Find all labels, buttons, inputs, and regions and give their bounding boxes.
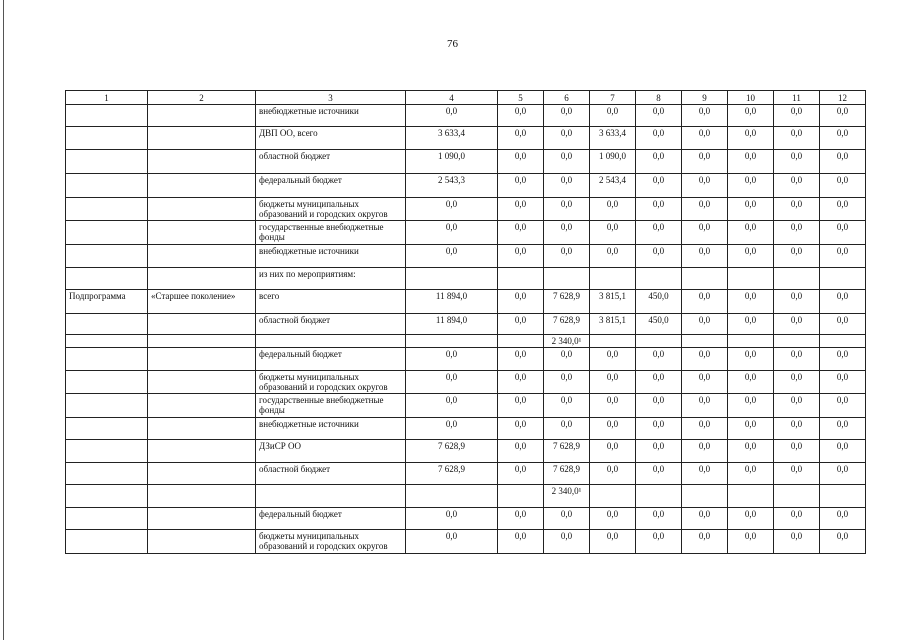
value-cell: 0,0 [820,371,866,394]
value-cell: 0,0 [544,371,590,394]
value-cell: 0,0 [728,530,774,554]
value-cell: 0,0 [590,221,636,245]
table-row [66,371,866,394]
value-cell: 0,0 [774,105,820,127]
value-cell [636,268,682,290]
value-cell: 7 628,9 [544,314,590,335]
value-cell: 0,0 [728,394,774,418]
program-type-cell [66,174,148,198]
funding-source-cell: бюджеты муниципальных образований и городских округов [256,198,406,221]
value-cell [728,485,774,508]
column-header: 1 [66,91,148,105]
value-cell: 3 633,4 [590,127,636,150]
program-name-cell [148,463,256,485]
value-cell: 0,0 [544,508,590,530]
value-cell: 7 628,9 [544,463,590,485]
value-cell: 2 340,0¹ [544,485,590,508]
table-row [66,440,866,463]
value-cell: 3 815,1 [590,314,636,335]
funding-source-cell: ДВП ОО, всего [256,127,406,150]
value-cell: 0,0 [544,348,590,371]
column-header: 2 [148,91,256,105]
value-cell: 0,0 [544,127,590,150]
value-cell: 0,0 [728,290,774,314]
program-name-cell [148,371,256,394]
value-cell: 0,0 [590,440,636,463]
value-cell: 0,0 [498,463,544,485]
table-row [66,508,866,530]
value-cell [406,335,498,348]
value-cell: 11 894,0 [406,290,498,314]
value-cell: 7 628,9 [544,290,590,314]
program-name-cell [148,335,256,348]
table-row [66,174,866,198]
table-row [66,105,866,127]
value-cell: 0,0 [498,530,544,554]
value-cell: 0,0 [636,371,682,394]
value-cell: 0,0 [774,348,820,371]
program-name-cell [148,245,256,268]
funding-source-cell: государственные внебюджетные фонды [256,221,406,245]
value-cell: 0,0 [682,105,728,127]
program-type-cell [66,335,148,348]
program-type-cell [66,463,148,485]
value-cell: 0,0 [820,174,866,198]
value-cell: 0,0 [498,508,544,530]
value-cell: 0,0 [820,221,866,245]
value-cell: 0,0 [590,371,636,394]
value-cell: 0,0 [728,150,774,174]
value-cell [406,485,498,508]
value-cell: 0,0 [590,198,636,221]
program-name-cell [148,440,256,463]
value-cell: 0,0 [636,530,682,554]
table-row [66,150,866,174]
value-cell: 0,0 [682,290,728,314]
value-cell: 0,0 [774,530,820,554]
value-cell: 0,0 [820,418,866,440]
program-type-cell [66,198,148,221]
value-cell: 0,0 [820,348,866,371]
funding-source-cell: областной бюджет [256,463,406,485]
program-name-cell [148,268,256,290]
value-cell: 0,0 [774,221,820,245]
value-cell: 0,0 [728,314,774,335]
value-cell: 0,0 [682,394,728,418]
value-cell: 0,0 [636,221,682,245]
value-cell: 0,0 [590,418,636,440]
table-row [66,394,866,418]
column-header: 9 [682,91,728,105]
page-edge-rule [3,0,4,640]
program-type-cell [66,485,148,508]
table-row [66,221,866,245]
value-cell: 0,0 [544,150,590,174]
program-type-cell [66,394,148,418]
value-cell: 0,0 [682,314,728,335]
value-cell: 0,0 [590,348,636,371]
value-cell: 0,0 [774,371,820,394]
value-cell [682,485,728,508]
table-row [66,463,866,485]
value-cell: 0,0 [498,198,544,221]
value-cell: 0,0 [498,348,544,371]
program-type-cell [66,127,148,150]
value-cell: 0,0 [590,508,636,530]
program-type-cell [66,418,148,440]
program-type-cell [66,371,148,394]
value-cell [682,335,728,348]
column-header: 3 [256,91,406,105]
header-row [66,91,866,105]
funding-source-cell [256,485,406,508]
column-header: 8 [636,91,682,105]
budget-table [65,90,866,554]
program-name-cell [148,150,256,174]
value-cell [544,268,590,290]
program-name-cell [148,314,256,335]
value-cell: 0,0 [498,418,544,440]
value-cell: 0,0 [728,198,774,221]
value-cell: 0,0 [406,348,498,371]
value-cell: 450,0 [636,314,682,335]
program-type-cell [66,440,148,463]
program-name-cell [148,348,256,371]
value-cell: 0,0 [406,245,498,268]
program-type-cell: Подпрограмма [66,290,148,314]
value-cell [728,268,774,290]
value-cell: 0,0 [728,348,774,371]
value-cell: 0,0 [682,198,728,221]
table-row [66,314,866,335]
value-cell: 0,0 [774,198,820,221]
funding-source-cell: бюджеты муниципальных образований и городских округов [256,530,406,554]
value-cell: 7 628,9 [406,463,498,485]
value-cell: 0,0 [636,418,682,440]
program-name-cell [148,508,256,530]
table-row [66,245,866,268]
column-header: 11 [774,91,820,105]
program-name-cell [148,221,256,245]
value-cell: 0,0 [636,174,682,198]
value-cell: 0,0 [406,221,498,245]
table-row [66,418,866,440]
value-cell: 0,0 [590,394,636,418]
value-cell: 0,0 [682,245,728,268]
funding-source-cell: областной бюджет [256,150,406,174]
value-cell: 0,0 [498,127,544,150]
column-header: 5 [498,91,544,105]
value-cell: 0,0 [636,245,682,268]
value-cell: 0,0 [774,508,820,530]
value-cell: 0,0 [636,198,682,221]
value-cell: 0,0 [498,314,544,335]
value-cell: 11 894,0 [406,314,498,335]
funding-source-cell: из них по мероприятиям: [256,268,406,290]
value-cell: 0,0 [682,221,728,245]
column-header: 7 [590,91,636,105]
value-cell [498,268,544,290]
program-name-cell: «Старшее поколение» [148,290,256,314]
value-cell: 0,0 [590,530,636,554]
program-name-cell [148,174,256,198]
value-cell: 0,0 [406,198,498,221]
value-cell: 0,0 [728,440,774,463]
value-cell: 0,0 [544,221,590,245]
value-cell: 0,0 [636,348,682,371]
column-header: 6 [544,91,590,105]
value-cell: 0,0 [820,530,866,554]
value-cell: 0,0 [498,105,544,127]
value-cell: 0,0 [820,440,866,463]
value-cell: 0,0 [406,394,498,418]
value-cell: 0,0 [728,371,774,394]
program-type-cell [66,105,148,127]
program-name-cell [148,418,256,440]
value-cell: 0,0 [406,105,498,127]
value-cell [406,268,498,290]
value-cell: 0,0 [636,394,682,418]
funding-source-cell: ДЗиСР ОО [256,440,406,463]
value-cell: 0,0 [406,371,498,394]
value-cell: 0,0 [774,394,820,418]
value-cell [820,335,866,348]
funding-source-cell: государственные внебюджетные фонды [256,394,406,418]
value-cell [774,335,820,348]
value-cell: 7 628,9 [544,440,590,463]
value-cell [498,335,544,348]
value-cell: 0,0 [682,127,728,150]
value-cell: 0,0 [544,530,590,554]
value-cell: 0,0 [406,418,498,440]
value-cell: 0,0 [406,508,498,530]
value-cell: 0,0 [682,150,728,174]
funding-source-cell: внебюджетные источники [256,245,406,268]
value-cell: 0,0 [498,371,544,394]
table-row [66,485,866,508]
program-type-cell [66,348,148,371]
column-header: 12 [820,91,866,105]
value-cell: 0,0 [636,105,682,127]
program-name-cell [148,105,256,127]
value-cell: 0,0 [774,463,820,485]
program-type-cell [66,530,148,554]
page-number: 76 [447,38,458,50]
value-cell: 0,0 [774,127,820,150]
value-cell: 0,0 [544,105,590,127]
value-cell: 0,0 [728,221,774,245]
value-cell: 0,0 [820,127,866,150]
value-cell: 1 090,0 [406,150,498,174]
program-type-cell [66,314,148,335]
value-cell: 0,0 [544,174,590,198]
value-cell [636,485,682,508]
value-cell: 0,0 [636,150,682,174]
value-cell: 0,0 [590,463,636,485]
value-cell: 7 628,9 [406,440,498,463]
value-cell [590,485,636,508]
value-cell: 450,0 [636,290,682,314]
funding-source-cell: федеральный бюджет [256,508,406,530]
value-cell: 0,0 [544,394,590,418]
value-cell: 0,0 [590,105,636,127]
value-cell: 0,0 [682,371,728,394]
funding-source-cell: внебюджетные источники [256,418,406,440]
value-cell: 0,0 [544,198,590,221]
column-header: 10 [728,91,774,105]
value-cell: 0,0 [774,418,820,440]
value-cell: 0,0 [682,530,728,554]
value-cell [636,335,682,348]
table-row [66,348,866,371]
program-type-cell [66,150,148,174]
value-cell: 0,0 [682,418,728,440]
value-cell: 1 090,0 [590,150,636,174]
value-cell: 0,0 [820,508,866,530]
program-name-cell [148,530,256,554]
value-cell [820,485,866,508]
value-cell: 0,0 [774,440,820,463]
value-cell: 0,0 [820,463,866,485]
value-cell: 0,0 [406,530,498,554]
program-type-cell [66,245,148,268]
value-cell: 0,0 [820,245,866,268]
value-cell: 0,0 [774,245,820,268]
value-cell: 0,0 [590,245,636,268]
program-name-cell [148,127,256,150]
value-cell: 0,0 [498,174,544,198]
value-cell [590,335,636,348]
value-cell: 3 633,4 [406,127,498,150]
table-row [66,530,866,554]
funding-source-cell: внебюджетные источники [256,105,406,127]
program-type-cell [66,268,148,290]
column-header: 4 [406,91,498,105]
value-cell: 2 340,0¹ [544,335,590,348]
value-cell: 0,0 [498,221,544,245]
funding-source-cell [256,335,406,348]
value-cell [590,268,636,290]
value-cell: 0,0 [820,105,866,127]
funding-source-cell: всего [256,290,406,314]
value-cell [498,485,544,508]
value-cell: 0,0 [820,314,866,335]
value-cell: 0,0 [820,394,866,418]
value-cell: 0,0 [728,105,774,127]
value-cell: 2 543,3 [406,174,498,198]
value-cell: 0,0 [636,463,682,485]
value-cell: 0,0 [728,418,774,440]
value-cell: 0,0 [636,440,682,463]
value-cell [774,485,820,508]
value-cell: 2 543,4 [590,174,636,198]
value-cell: 3 815,1 [590,290,636,314]
table-row [66,127,866,150]
value-cell [728,335,774,348]
value-cell: 0,0 [636,127,682,150]
table-row [66,290,866,314]
value-cell: 0,0 [682,508,728,530]
value-cell: 0,0 [544,245,590,268]
value-cell: 0,0 [774,290,820,314]
value-cell: 0,0 [820,198,866,221]
program-type-cell [66,221,148,245]
value-cell: 0,0 [820,150,866,174]
value-cell: 0,0 [682,440,728,463]
program-type-cell [66,508,148,530]
value-cell: 0,0 [498,394,544,418]
value-cell: 0,0 [728,245,774,268]
value-cell [774,268,820,290]
value-cell: 0,0 [498,150,544,174]
value-cell: 0,0 [682,174,728,198]
program-name-cell [148,485,256,508]
funding-source-cell: областной бюджет [256,314,406,335]
table-row [66,268,866,290]
value-cell: 0,0 [728,127,774,150]
value-cell: 0,0 [636,508,682,530]
value-cell: 0,0 [498,440,544,463]
funding-source-cell: федеральный бюджет [256,174,406,198]
program-name-cell [148,394,256,418]
value-cell [682,268,728,290]
program-name-cell [148,198,256,221]
value-cell: 0,0 [774,314,820,335]
value-cell: 0,0 [498,245,544,268]
value-cell [820,268,866,290]
value-cell: 0,0 [728,174,774,198]
value-cell: 0,0 [820,290,866,314]
value-cell: 0,0 [682,348,728,371]
value-cell: 0,0 [682,463,728,485]
table-row [66,198,866,221]
table-row [66,335,866,348]
value-cell: 0,0 [728,463,774,485]
funding-source-cell: федеральный бюджет [256,348,406,371]
value-cell: 0,0 [774,150,820,174]
value-cell: 0,0 [498,290,544,314]
funding-source-cell: бюджеты муниципальных образований и городских округов [256,371,406,394]
value-cell: 0,0 [544,418,590,440]
value-cell: 0,0 [774,174,820,198]
value-cell: 0,0 [728,508,774,530]
